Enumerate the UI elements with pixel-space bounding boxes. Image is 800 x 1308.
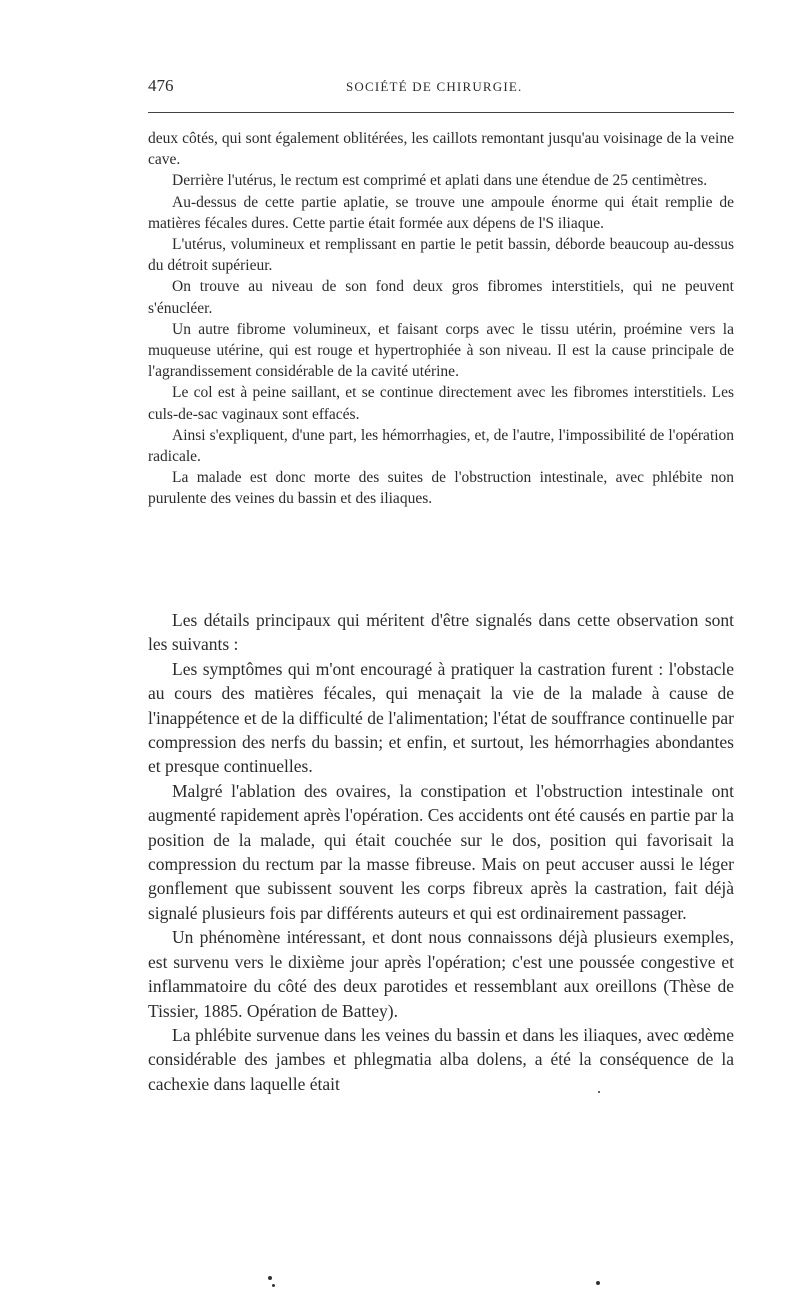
small-paragraph: Au-dessus de cette partie aplatie, se trouve une ampoule énorme qui était remplie de matières fécales dures. Cette partie était formée aux dépens de l'S iliaque.: [148, 193, 734, 232]
ink-speck: [268, 1276, 272, 1280]
large-paragraph: Malgré l'ablation des ovaires, la constipation et l'obstruction intestinale ont augmenté rapidement après l'opération. Ces accidents ont été causés en partie par la position de la malade, qui était couchée sur le dos, position qui favorisait la compression du rectum par la masse fibreuse. Mais on peut accuser aussi le léger gonflement que subissent souvent les corps fibreux après la castration, fait déjà signalé plusieurs fois par différents auteurs et qui est ordinairement passager.: [148, 780, 734, 923]
small-paragraph: Le col est à peine saillant, et se continue directement avec les fibromes interstitiels. Les culs-de-sac vaginaux sont effacés.: [148, 384, 734, 423]
small-paragraph: Derrière l'utérus, le rectum est comprimé et aplati dans une étendue de 25 centimètres.: [172, 172, 708, 190]
large-paragraph: La phlébite survenue dans les veines du bassin et dans les iliaques, avec œdème considérable des jambes et phlegmatia alba dolens, a été la conséquence de la cachexie dans laquelle était: [148, 1024, 734, 1094]
large-paragraph: Un phénomène intéressant, et dont nous connaissons déjà plusieurs exemples, est survenu vers le dixième jour après l'opération; c'est une poussée congestive et inflammatoire du côté des deux parotides et ressemblant aux oreillons (Thèse de Tissier, 1885. Opération de Battey).: [148, 927, 734, 1021]
page-number: 476: [148, 76, 174, 95]
small-paragraph: On trouve au niveau de son fond deux gros fibromes interstitiels, qui ne peuvent s'énucléer.: [148, 278, 734, 317]
large-paragraph: Les symptômes qui m'ont encouragé à pratiquer la castration furent : l'obstacle au cours des matières fécales, qui menaçait la vie de la malade à cause de l'inappétence et de la difficulté de l'alimentation; l'état de souffrance continuelle par compression des nerfs du bassin; et enfin, et surtout, les hémorrhagies abondantes et presque continuelles.: [148, 658, 734, 777]
small-paragraph: L'utérus, volumineux et remplissant en partie le petit bassin, déborde beaucoup au-dessus du détroit supérieur.: [148, 236, 734, 275]
ink-speck: [272, 1284, 275, 1287]
running-head: SOCIÉTÉ DE CHIRURGIE.: [346, 79, 523, 94]
ink-speck: [598, 1091, 600, 1093]
ink-speck: [596, 1281, 600, 1285]
small-paragraph: Un autre fibrome volumineux, et faisant corps avec le tissu utérin, proémine vers la muqueuse utérine, qui est rouge et hypertrophiée à son niveau. Il est la cause principale de l'agrandissement considérable de la cavité utérine.: [148, 320, 734, 381]
small-paragraph: Ainsi s'expliquent, d'une part, les hémorrhagies, et, de l'autre, l'impossibilité de l'opération radicale.: [148, 426, 734, 466]
small-paragraph: La malade est donc morte des suites de l'obstruction intestinale, avec phlébite non purulente des veines du bassin et des iliaques.: [148, 469, 734, 508]
large-paragraph: Les détails principaux qui méritent d'être signalés dans cette observation sont les suivants :: [148, 610, 734, 655]
small-paragraph: deux côtés, qui sont également oblitérées, les caillots remontant jusqu'au voisinage de la veine cave.: [148, 130, 734, 169]
